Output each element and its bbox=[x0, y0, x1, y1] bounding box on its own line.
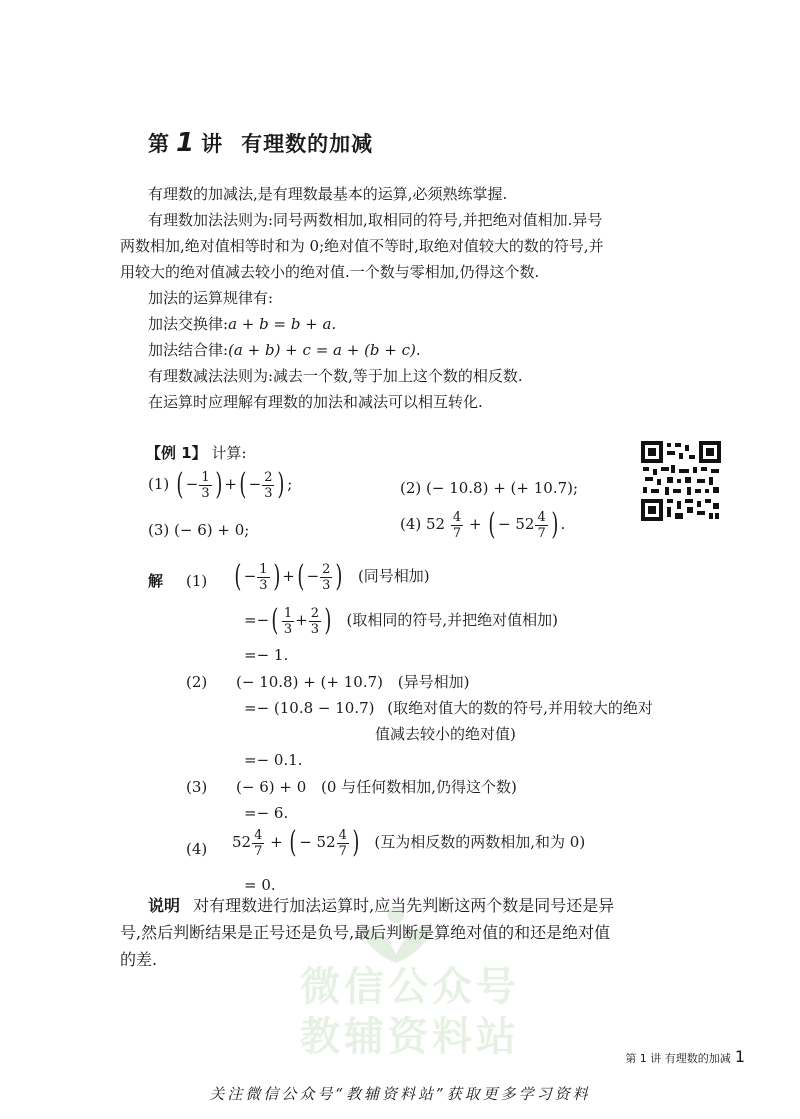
solution-4-tag: (4) bbox=[186, 840, 208, 858]
solution-label: 解 bbox=[148, 572, 164, 590]
solution-1-note: (同号相加) bbox=[357, 567, 430, 585]
solution-4-expr: 52 $\frac{4}{7}$ + ( − 52 $\frac{4}{7}$ ) (互为相反数的两数相加,和为 0) bbox=[232, 825, 586, 860]
example-problem-3: (3) (− 6) + 0; bbox=[148, 521, 250, 539]
example-problem-2: (2) (− 10.8) + (+ 10.7); bbox=[400, 479, 579, 497]
solution-1-step: =−( $\frac{1}{3}$ + $\frac{2}{3}$ ) (取相同的符号,并把绝对值相加) bbox=[244, 603, 558, 638]
intro-line-5: 加法的运算规律有: bbox=[148, 289, 274, 307]
commutative-law: 加法交换律:a + b = b + a. bbox=[148, 315, 337, 333]
solution-3-tag: (3) bbox=[186, 778, 208, 796]
title-suffix: 讲 bbox=[201, 132, 224, 156]
solution-2-tag: (2) bbox=[186, 673, 208, 691]
solution-2-expr: (− 10.8) + (+ 10.7) (异号相加) bbox=[236, 673, 470, 691]
page-title bbox=[148, 128, 373, 158]
solution-2-note2b: 值减去较小的绝对值) bbox=[375, 725, 516, 743]
qr-code-icon bbox=[641, 441, 721, 521]
associative-formula: (a + b) + c = a + (b + c). bbox=[228, 341, 421, 359]
solution-2-result: =− 0.1. bbox=[244, 751, 303, 769]
solution-1-note2: (取相同的符号,并把绝对值相加) bbox=[346, 611, 558, 629]
solution-3-note: (0 与任何数相加,仍得这个数) bbox=[321, 778, 517, 796]
solution-2-step: =− (10.8 − 10.7) (取绝对值大的数的符号,并用较大的绝对 bbox=[244, 699, 653, 717]
solution-1-result: =− 1. bbox=[244, 646, 289, 664]
explain-line-3: 的差. bbox=[120, 950, 158, 969]
title-prefix: 第 bbox=[148, 132, 170, 156]
explain-label: 说明 bbox=[148, 896, 181, 915]
title-text: 有理数的加减 bbox=[241, 132, 374, 156]
solution-3-result: =− 6. bbox=[244, 804, 289, 822]
running-footer bbox=[625, 1047, 745, 1066]
explain-line-2: 号,然后判断结果是正号还是负号,最后判断是算绝对值的和还是绝对值 bbox=[120, 923, 611, 942]
intro-line-3: 两数相加,绝对值相等时和为 0;绝对值不等时,取绝对值较大的数的符号,并 bbox=[120, 237, 604, 255]
explain-line-1: 说明 对有理数进行加法运算时,应当先判断这两个数是同号还是异 bbox=[148, 896, 615, 915]
solution-1-expr: ( − $\frac{1}{3}$ ) +( − $\frac{2}{3}$ ) (同号相加) bbox=[234, 559, 430, 594]
watermark-line2: 教辅资料站 bbox=[300, 1014, 520, 1060]
example-problem-4: (4) 52 $\frac{4}{7}$ + ( − 52 $\frac{4}{7}$ ) . bbox=[400, 507, 566, 542]
bottom-promo-note: 关注微信公众号“教辅资料站”获取更多学习资料 bbox=[209, 1085, 591, 1103]
footer-chapter: 第 1 讲 有理数的加减 bbox=[625, 1052, 731, 1065]
intro-line-1: 有理数的加减法,是有理数最基本的运算,必须熟练掌握. bbox=[148, 185, 508, 203]
example-prompt: 计算: bbox=[211, 444, 247, 462]
example-problem-1: (1) ( − $\frac{1}{3}$ ) +( − $\frac{2}{3}$ ) ; bbox=[148, 467, 293, 502]
associative-law: 加法结合律:(a + b) + c = a + (b + c). bbox=[148, 341, 421, 359]
watermark-line1: 微信公众号 bbox=[300, 964, 520, 1010]
title-number: 1 bbox=[176, 128, 196, 158]
solution-3-expr: (− 6) + 0 (0 与任何数相加,仍得这个数) bbox=[236, 778, 517, 796]
solution-2-note: (异号相加) bbox=[397, 673, 470, 691]
example-header bbox=[146, 440, 247, 466]
solution-1-tag: (1) bbox=[186, 572, 208, 590]
intro-line-2: 有理数加法法则为:同号两数相加,取相同的符号,并把绝对值相加.异号 bbox=[148, 211, 603, 229]
commutative-formula: a + b = b + a. bbox=[228, 315, 337, 333]
intro-line-9: 在运算时应理解有理数的加法和减法可以相互转化. bbox=[148, 393, 483, 411]
solution-2-note2a: (取绝对值大的数的符号,并用较大的绝对 bbox=[387, 699, 653, 717]
intro-line-8: 有理数减法法则为:减去一个数,等于加上这个数的相反数. bbox=[148, 367, 523, 385]
page-number: 1 bbox=[734, 1047, 745, 1066]
intro-line-4: 用较大的绝对值减去较小的绝对值.一个数与零相加,仍得这个数. bbox=[120, 263, 540, 281]
solution-4-result: = 0. bbox=[244, 876, 276, 894]
solution-4-note: (互为相反数的两数相加,和为 0) bbox=[374, 833, 586, 851]
example-label: 【例 1】 bbox=[146, 444, 207, 462]
